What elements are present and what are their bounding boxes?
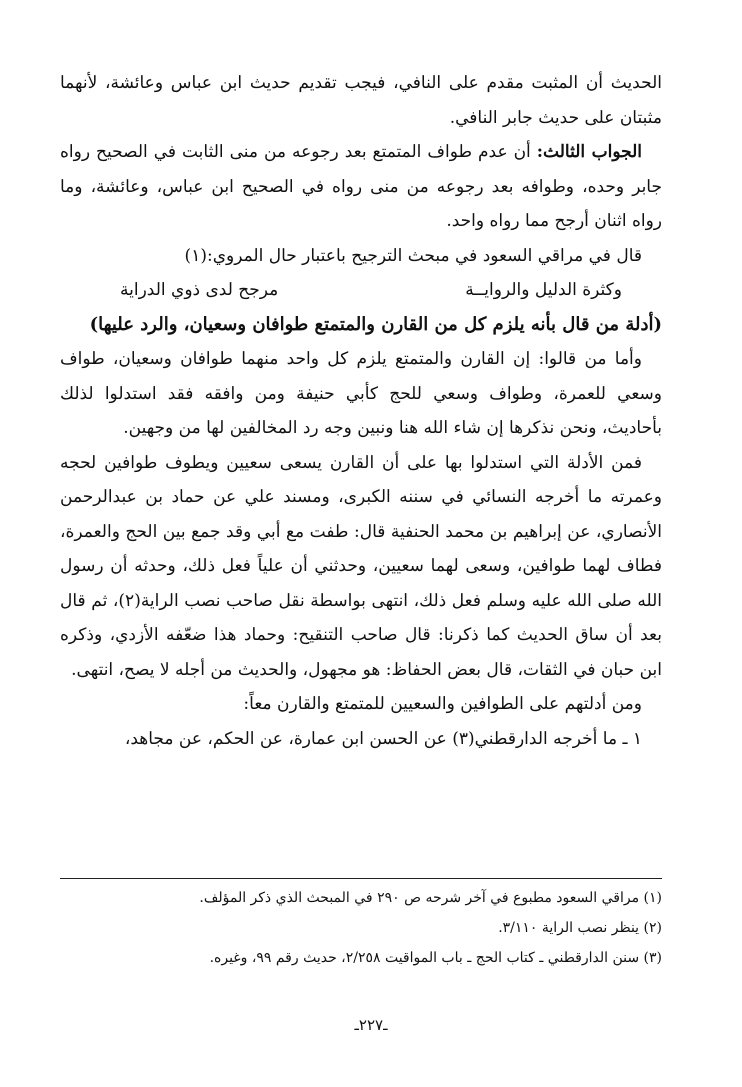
footnote-3: (٣) سنن الدارقطني ـ كتاب الحج ـ باب المواقيت ٢/٢٥٨، حديث رقم ٩٩، وغيره. bbox=[209, 950, 662, 966]
paragraph-2 bbox=[60, 135, 662, 239]
section-heading: (أدلة من قال بأنه يلزم كل من القارن والمتمتع طوافان وسعيان، والرد عليها) bbox=[89, 313, 662, 335]
main-text bbox=[60, 66, 662, 756]
paragraph-7: ١ ـ ما أخرجه الدارقطني(٣) عن الحسن ابن عمارة، عن الحكم، عن مجاهد، bbox=[124, 728, 642, 749]
verse-first-half: وكثرة الدليل والروايــة bbox=[465, 280, 622, 300]
footnote-1: (١) مراقي السعود مطبوع في آخر شرحه ص ٢٩٠ في المبحث الذي ذكر المؤلف. bbox=[199, 890, 662, 906]
footnote-2: (٢) ينظر نصب الراية ٣/١١٠. bbox=[498, 920, 662, 936]
footnotes bbox=[60, 878, 662, 973]
paragraph-3: قال في مراقي السعود في مبحث الترجيح باعتبار حال المروي:(١) bbox=[184, 245, 642, 266]
paragraph-4: وأما من قالوا: إن القارن والمتمتع يلزم كل واحد منهما طوافان وسعيان، طواف وسعي للعمرة، وطواف وسعي للحج كأبي حنيفة ومن وافقه فقد استدلوا لذلك بأحاديث، ونحن نذكرها إن شاء الله هنا ونبين وجه رد المخالفين لها من وجهين. bbox=[60, 349, 662, 438]
third-answer-text: أن عدم طواف المتمتع بعد رجوعه من منى الثابت في الصحيح رواه جابر وحده، وطوافه بعد رجوعه من منى رواه في الصحيح ابن عباس، وعائشة، وما رواه اثنان أرجح مما رواه واحد. bbox=[60, 142, 662, 231]
paragraph-5: فمن الأدلة التي استدلوا بها على أن القارن يسعى سعيين ويطوف طوافين لحجه وعمرته ما أخرجه النسائي في سننه الكبرى، ومسند علي عن حماد بن عبدالرحمن الأنصاري، عن إبراهيم بن محمد الحنفية قال: طفت مع أبي وقد جمع بين الحج والعمرة، فطاف لهما طوافين، وسعى لهما سعيين، وحدثني أن علياً فعل ذلك، وحدثه أن رسول الله صلى الله عليه وسلم فعل ذلك، انتهى بواسطة نقل صاحب نصب الراية(٢)، ثم قال بعد أن ساق الحديث كما ذكرنا: قال صاحب التنقيح: وحماد هذا ضعّفه الأزدي، وذكره ابن حبان في الثقات، قال بعض الحفاظ: هو مجهول، والحديث من أجله لا يصح، انتهى. bbox=[60, 452, 662, 680]
paragraph-1: الحديث أن المثبت مقدم على النافي، فيجب تقديم حديث ابن عباس وعائشة، لأنهما مثبتان على حديث جابر النافي. bbox=[60, 73, 662, 128]
page-number: ـ٢٢٧ـ bbox=[354, 1016, 388, 1034]
paragraph-6: ومن أدلتهم على الطوافين والسعيين للمتمتع والقارن معاً: bbox=[243, 694, 642, 714]
verse-second-half: مرجح لدى ذوي الدراية bbox=[120, 280, 279, 300]
third-answer-label: الجواب الثالث: bbox=[536, 142, 642, 162]
poetry-verse bbox=[60, 273, 662, 308]
